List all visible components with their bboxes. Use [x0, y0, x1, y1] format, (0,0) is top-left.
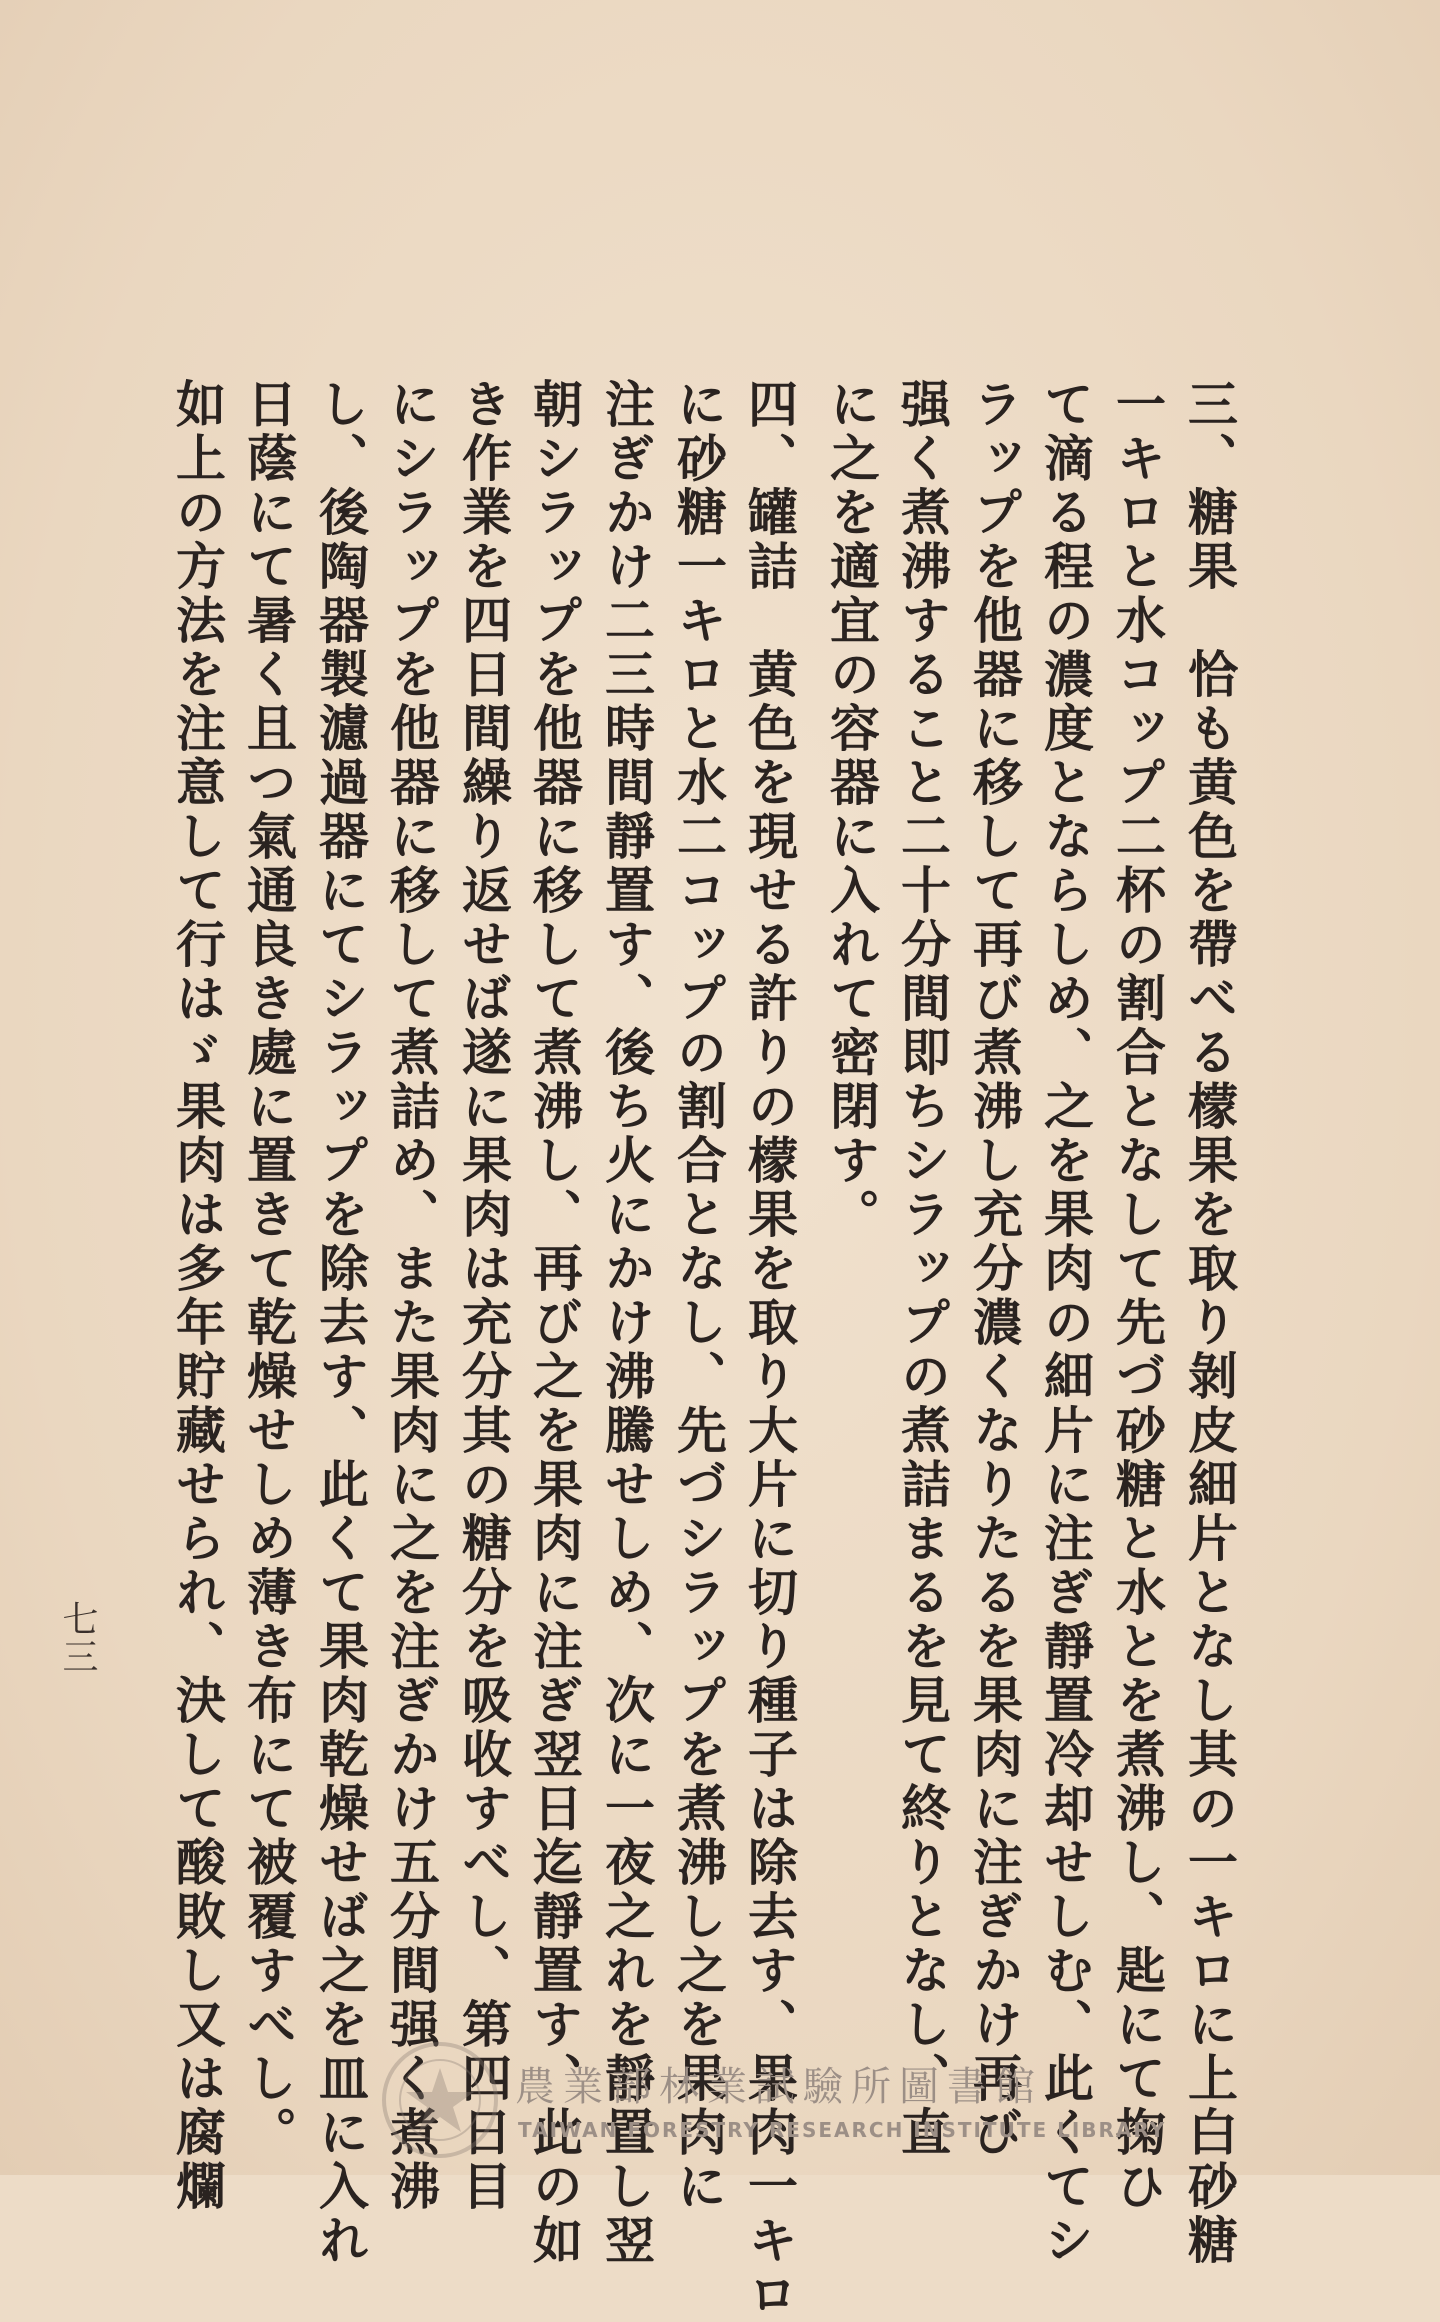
library-name-english: TAIWAN FORESTRY RESEARCH INSTITUTE LIBRARY: [518, 2118, 1167, 2142]
text-column-1: 三、糖果 恰も黄色を帶べる檬果を取り剝皮細片となし其の一キロに上白砂糖: [1180, 378, 1239, 2268]
library-seal-icon: [380, 2040, 500, 2160]
text-column-11: き作業を四日間繰り返せば遂に果肉は充分其の糖分を吸收すべし、第四日目: [454, 378, 513, 2214]
text-column-8: に砂糖一キロと水二コップの割合となし、先づシラップを煮沸し之を果肉に: [669, 378, 728, 2214]
text-column-13: し、後陶器製濾過器にてシラップを除去す、此くて果肉乾燥せば之を皿に入れ: [311, 378, 370, 2268]
library-name-chinese: 農業部林業試驗所圖書館: [515, 2064, 1043, 2110]
text-column-10: 朝シラップを他器に移して煮沸し、再び之を果肉に注ぎ翌日迄靜置す、此の如: [525, 378, 584, 2268]
text-column-12: にシラップを他器に移して煮詰め、また果肉に之を注ぎかけ五分間强く煮沸: [382, 378, 441, 2214]
text-column-4: ラップを他器に移して再び煮沸し充分濃くなりたるを果肉に注ぎかけ再び: [965, 378, 1024, 2160]
text-column-2: 一キロと水コップ二杯の割合となして先づ砂糖と水とを煮沸し、匙にて掬ひ: [1108, 378, 1167, 2214]
text-column-6: に之を適宜の容器に入れて密閉す。: [822, 378, 881, 1242]
text-column-15: 如上の方法を注意して行はゞ果肉は多年貯藏せられ、決して酸敗し又は腐爛: [168, 378, 227, 2214]
text-column-5: 强く煮沸すること二十分間即ちシラップの煮詰まるを見て終りとなし、直: [893, 378, 952, 2160]
text-column-9: 注ぎかけ二三時間靜置す、後ち火にかけ沸騰せしめ、次に一夜之れを靜置し翌: [597, 378, 656, 2268]
text-column-7: 四、罐詰 黄色を現せる許りの檬果を取り大片に切り種子は除去す、果肉一キロ: [740, 378, 799, 2322]
page-number: 七三: [57, 1600, 98, 1676]
text-column-3: て滴る程の濃度とならしめ、之を果肉の細片に注ぎ靜置冷却せしむ、此くてシ: [1036, 378, 1095, 2268]
text-column-14: 日蔭にて暑く且つ氣通良き處に置きて乾燥せしめ薄き布にて被覆すべし。: [239, 378, 298, 2160]
